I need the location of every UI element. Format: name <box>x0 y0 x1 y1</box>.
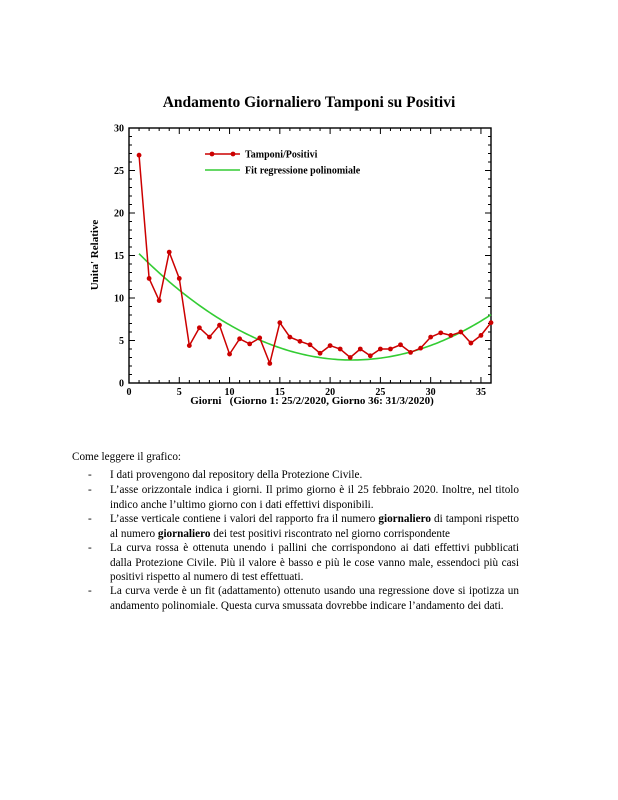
data-point <box>408 350 413 355</box>
data-point <box>287 335 292 340</box>
data-point <box>237 336 242 341</box>
y-tick-label: 5 <box>119 336 124 347</box>
data-point <box>479 333 484 338</box>
data-point <box>468 341 473 346</box>
data-point <box>388 347 393 352</box>
data-point <box>267 361 272 366</box>
legend-marker-red-1 <box>210 152 215 157</box>
data-point <box>277 320 282 325</box>
x-axis-label: Giorni (Giorno 1: 25/2/2020, Giorno 36: 31/3/2020) <box>190 395 434 407</box>
data-point <box>187 343 192 348</box>
series-layer <box>137 153 494 366</box>
data-point <box>137 153 142 158</box>
data-point <box>318 351 323 356</box>
x-tick-label: 15 <box>274 387 285 398</box>
data-point <box>438 330 443 335</box>
data-point <box>308 342 313 347</box>
list-item-text: I dati provengono dal repository della Protezione Civile. <box>110 469 363 481</box>
legend <box>205 150 361 177</box>
data-point <box>489 320 494 325</box>
data-point <box>338 347 343 352</box>
y-tick-label: 30 <box>114 123 124 135</box>
intro-text: Come leggere il grafico: <box>72 451 182 463</box>
fit-curve <box>139 254 491 360</box>
x-tick-label: 30 <box>425 387 436 398</box>
bullet-dash: - <box>88 484 92 496</box>
y-tick-label: 25 <box>114 166 124 177</box>
data-point <box>207 335 212 340</box>
fit-layer <box>139 254 491 360</box>
x-tick-label: 5 <box>176 387 182 398</box>
data-point <box>247 342 252 347</box>
bullet-dash: - <box>88 469 92 481</box>
legend-label-red: Tamponi/Positivi <box>245 149 318 161</box>
y-tick-label: 0 <box>119 378 124 390</box>
list-item-text: La curva rossa è ottenuta unendo i pallini che corrispondono ai dati effettivi pubblicati dalla Protezione Civile. Più il valore è basso e più le cose vanno male, essendoci più casi positivi rispetto al numero di test effettuati. <box>110 542 519 583</box>
list-item-text: L’asse verticale contiene i valori del rapporto fra il numero giornaliero di tamponi rispetto al numero giornaliero dei test positivi riscontrato nel giorno corrispondente <box>110 513 519 540</box>
x-tick-label: 25 <box>375 387 386 398</box>
data-point <box>227 352 232 357</box>
y-tick-label: 10 <box>114 293 124 305</box>
data-point <box>418 346 423 351</box>
data-point <box>157 298 162 303</box>
data-point <box>217 323 222 328</box>
x-tick-label: 35 <box>475 387 486 398</box>
data-point <box>368 353 373 358</box>
list-item-text: L’asse orizzontale indica i giorni. Il primo giorno è il 25 febbraio 2020. Inoltre, nel titolo indico anche l’ultimo giorno con i dati effettivi disponibili. <box>110 484 519 511</box>
bullet-dash: - <box>88 513 92 525</box>
x-tick-label: 10 <box>224 387 235 398</box>
data-point <box>257 336 262 341</box>
data-point <box>328 343 333 348</box>
y-tick-label: 20 <box>114 208 124 220</box>
series-line-tamponi-positivi <box>139 155 491 363</box>
data-point <box>197 325 202 330</box>
data-point <box>358 347 363 352</box>
data-point <box>177 276 182 281</box>
data-point <box>398 342 403 347</box>
y-axis-label: Unita' Relative <box>89 219 101 291</box>
bullet-dash: - <box>88 542 92 554</box>
bold-word: giornaliero <box>157 527 211 540</box>
legend-marker-red-2 <box>231 152 236 157</box>
data-point <box>298 339 303 344</box>
data-point <box>147 276 152 281</box>
data-point <box>348 355 353 360</box>
chart-title: Andamento Giornaliero Tamponi su Positivi <box>162 94 456 111</box>
y-tick-label: 15 <box>114 251 124 262</box>
data-point <box>458 330 463 335</box>
list-item-text: La curva verde è un fit (adattamento) ottenuto usando una regressione dove si ipotizza un andamento polinomiale. Questa curva smussata dovrebbe indicare l’andamento dei dati. <box>110 585 519 612</box>
data-point <box>167 250 172 255</box>
data-point <box>448 333 453 338</box>
x-tick-label: 0 <box>126 387 132 398</box>
x-tick-label: 20 <box>325 387 336 398</box>
data-point <box>378 347 383 352</box>
legend-label-green: Fit regressione polinomiale <box>245 165 361 177</box>
data-point <box>428 335 433 340</box>
bold-word: giornaliero <box>378 513 431 525</box>
bullet-dash: - <box>88 585 92 597</box>
